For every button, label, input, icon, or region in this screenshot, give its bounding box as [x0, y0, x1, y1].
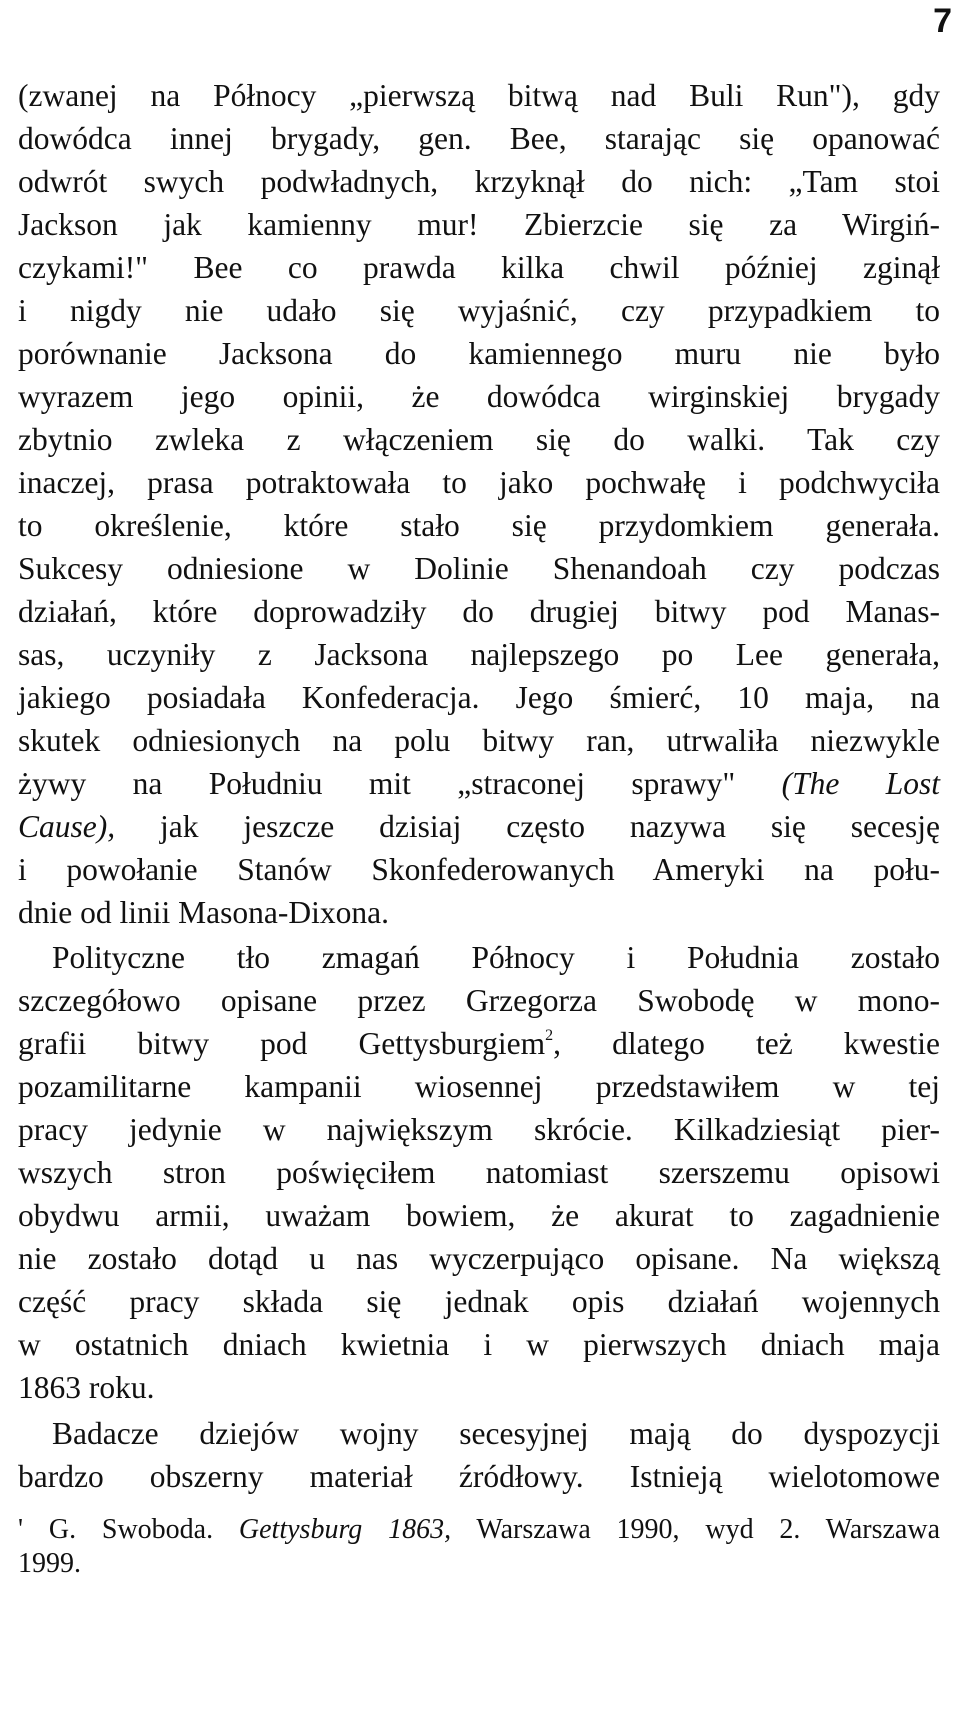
text-line: dnie od linii Masona-Dixona. [18, 895, 389, 930]
footnote [18, 1512, 940, 1548]
text-line: i nigdy nie udało się wyjaśnić, czy przypadkiem to [18, 293, 940, 328]
text-line: pracy jedynie w największym skrócie. Kilkadziesiąt pier- [18, 1112, 940, 1147]
text-segment: grafii bitwy pod Gettysburgiem [18, 1026, 546, 1061]
text-segment: żywy na Południu mit „straconej sprawy" [18, 766, 782, 801]
text-line: wyrazem jego opinii, że dowódca wirginskiej brygady [18, 379, 940, 414]
italic-segment: Cause), [18, 809, 116, 844]
text-line-italic-mixed [18, 762, 940, 806]
text-segment: , dlatego też kwestie [553, 1026, 940, 1061]
text-line: w ostatnich dniach kwietnia i w pierwszych dniach maja [18, 1327, 940, 1362]
text-line: inaczej, prasa potraktowała to jako pochwałę i podchwyciła [18, 465, 940, 500]
text-line: to określenie, które stało się przydomkiem generała. [18, 508, 940, 543]
text-line: szczegółowo opisane przez Grzegorza Swobodę w mono- [18, 983, 940, 1018]
text-line: część pracy składa się jednak opis działań wojennych [18, 1284, 940, 1319]
text-line: porównanie Jacksona do kamiennego muru nie było [18, 336, 940, 371]
text-line: sas, uczyniły z Jacksona najlepszego po Lee generała, [18, 637, 940, 672]
text-line: odwrót swych podwładnych, krzyknął do nich: „Tam stoi [18, 164, 940, 199]
text-line: wszych stron poświęciłem natomiast szerszemu opisowi [18, 1155, 940, 1190]
text-line: bardzo obszerny materiał źródłowy. Istnieją wielotomowe [18, 1459, 940, 1494]
text-line: jakiego posiadała Konfederacja. Jego śmierć, 10 maja, na [18, 680, 940, 715]
text-line: Sukcesy odniesione w Dolinie Shenandoah czy podczas [18, 551, 940, 586]
text-line: obydwu armii, uważam bowiem, że akurat to zagadnienie [18, 1198, 940, 1233]
text-line: skutek odniesionych na polu bitwy ran, utrwaliła niezwykle [18, 723, 940, 758]
text-line: zbytnio zwleka z włączeniem się do walki. Tak czy [18, 422, 940, 457]
text-line: dowódca innej brygady, gen. Bee, starając się opanować [18, 121, 940, 156]
footnote-title: Gettysburg 1863, [238, 1514, 452, 1545]
text-line: czykami!" Bee co prawda kilka chwil później zginął [18, 250, 940, 285]
text-line: nie zostało dotąd u nas wyczerpująco opisane. Na większą [18, 1241, 940, 1276]
footnote-rest: Warszawa 1990, wyd 2. Warszawa [476, 1514, 941, 1545]
text-line: i powołanie Stanów Skonfederowanych Ameryki na połu- [18, 852, 940, 887]
text-line: (zwanej na Północy „pierwszą bitwą nad Buli Run"), gdy [18, 78, 940, 113]
page-number: 7 [933, 2, 952, 40]
text-line: Polityczne tło zmagań Północy i Południa zostało [52, 940, 940, 975]
text-line: Badacze dziejów wojny secesyjnej mają do dyspozycji [52, 1416, 940, 1451]
text-line-with-footnote-ref [18, 1022, 940, 1066]
text-line: pozamilitarne kampanii wiosennej przedstawiłem w tej [18, 1069, 940, 1104]
text-line: Jackson jak kamienny mur! Zbierzcie się za Wirgiń- [18, 207, 940, 242]
footnote-marker: ' G. Swoboda. [18, 1514, 214, 1545]
text-line: 1863 roku. [18, 1370, 155, 1405]
text-line-italic-mixed [18, 805, 940, 849]
footnote-ref: 2 [545, 1027, 554, 1044]
text-line: działań, które doprowadziły do drugiej bitwy pod Manas- [18, 594, 940, 629]
footnote-continuation: 1999. [18, 1548, 81, 1579]
italic-segment: (The Lost [781, 766, 940, 801]
text-segment: jak jeszcze dzisiaj często nazywa się secesję [115, 809, 940, 844]
